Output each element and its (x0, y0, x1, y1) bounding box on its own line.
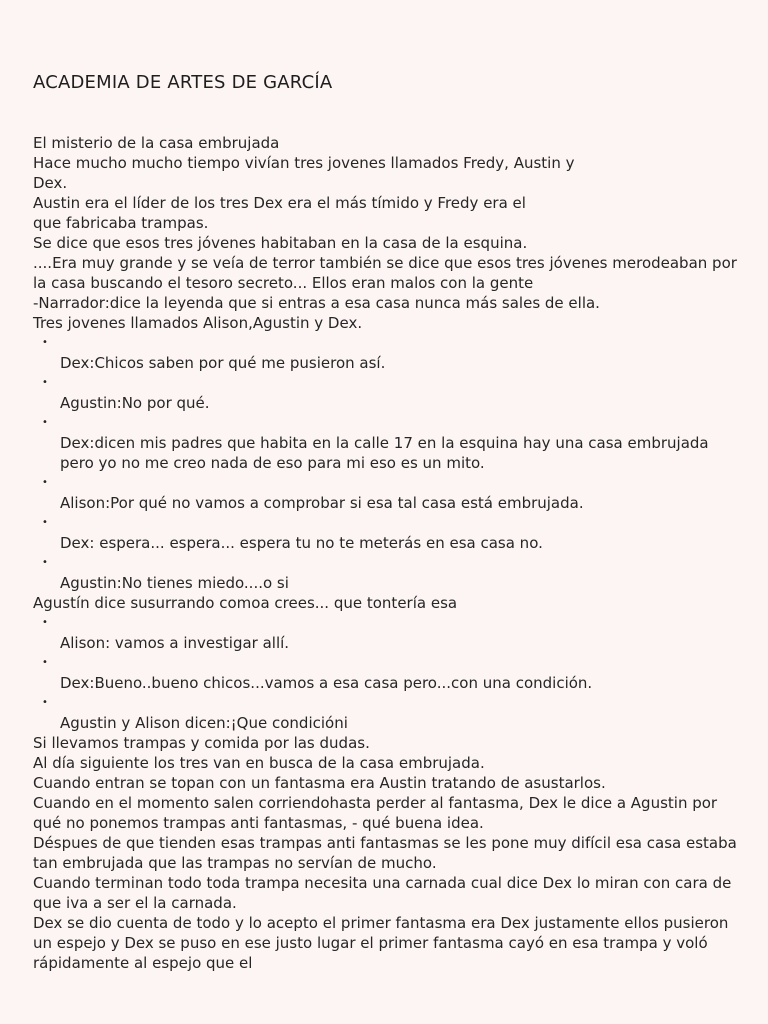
dialogue-text: Dex:dicen mis padres que habita en la calle 17 en la esquina hay una casa embrujada (60, 434, 709, 452)
text-line: Dex. (33, 174, 68, 192)
bullet-icon: • (42, 657, 48, 668)
dialogue-item (33, 553, 763, 593)
page-title: ACADEMIA DE ARTES DE GARCÍA (33, 72, 333, 93)
text-line: que fabricaba trampas. (33, 214, 209, 232)
text-line: un espejo y Dex se puso en ese justo lugar el primer fantasma cayó en esa trampa y voló (33, 934, 708, 952)
text-line: Austin era el líder de los tres Dex era el más tímido y Fredy era el (33, 194, 526, 212)
dialogue-text: Alison: vamos a investigar allí. (60, 634, 290, 652)
dialogue-text: Agustin:No tienes miedo....o si (60, 574, 289, 592)
dialogue-item (33, 513, 763, 553)
closing-paragraph (33, 733, 763, 973)
text-line: qué no ponemos trampas anti fantasmas, - qué buena idea. (33, 814, 484, 832)
text-line: Dex se dio cuenta de todo y lo acepto el primer fantasma era Dex justamente ellos pusieron (33, 914, 729, 932)
text-line: tan embrujada que las trampas no servían de mucho. (33, 854, 437, 872)
dialogue-list-b (33, 613, 763, 733)
bullet-icon: • (42, 557, 48, 568)
text-line: El misterio de la casa embrujada (33, 134, 280, 152)
text-line: que iva a ser el la carnada. (33, 894, 237, 912)
text-line: Cuando terminan todo toda trampa necesita una carnada cual dice Dex lo miran con cara de (33, 874, 732, 892)
dialogue-text: Dex:Chicos saben por qué me pusieron así. (60, 354, 386, 372)
text-line: Al día siguiente los tres van en busca de la casa embrujada. (33, 754, 485, 772)
bullet-icon: • (42, 417, 48, 428)
text-line: Si llevamos trampas y comida por las dudas. (33, 734, 370, 752)
dialogue-item (33, 333, 763, 373)
text-line: la casa buscando el tesoro secreto... Ellos eran malos con la gente (33, 274, 534, 292)
text-line: Déspues de que tienden esas trampas anti fantasmas se les pone muy difícil esa casa estaba (33, 834, 737, 852)
dialogue-item (33, 613, 763, 653)
text-line: Se dice que esos tres jóvenes habitaban en la casa de la esquina. (33, 234, 528, 252)
dialogue-text: Dex: espera... espera... espera tu no te meterás en esa casa no. (60, 534, 543, 552)
dialogue-item (33, 693, 763, 733)
intro-paragraph (33, 133, 763, 333)
dialogue-text: pero yo no me creo nada de eso para mi eso es un mito. (60, 454, 485, 472)
dialogue-list-a (33, 333, 763, 593)
bullet-icon: • (42, 697, 48, 708)
text-line: -Narrador:dice la leyenda que si entras a esa casa nunca más sales de ella. (33, 294, 600, 312)
bullet-icon: • (42, 477, 48, 488)
text-line: Hace mucho mucho tiempo vivían tres jovenes llamados Fredy, Austin y (33, 154, 575, 172)
bullet-icon: • (42, 517, 48, 528)
dialogue-item (33, 473, 763, 513)
story-body (33, 133, 763, 973)
dialogue-text: Agustin:No por qué. (60, 394, 210, 412)
text-line: rápidamente al espejo que el (33, 954, 253, 972)
dialogue-item (33, 413, 763, 473)
dialogue-text: Alison:Por qué no vamos a comprobar si esa tal casa está embrujada. (60, 494, 584, 512)
bullet-icon: • (42, 337, 48, 348)
bullet-icon: • (42, 377, 48, 388)
text-line: Cuando entran se topan con un fantasma era Austin tratando de asustarlos. (33, 774, 606, 792)
text-line: Tres jovenes llamados Alison,Agustin y Dex. (33, 314, 363, 332)
dialogue-item (33, 653, 763, 693)
bullet-icon: • (42, 617, 48, 628)
text-line: ....Era muy grande y se veía de terror también se dice que esos tres jóvenes merodeaban por (33, 254, 737, 272)
dialogue-item (33, 373, 763, 413)
dialogue-text: Dex:Bueno..bueno chicos...vamos a esa casa pero...con una condición. (60, 674, 593, 692)
text-line: Cuando en el momento salen corriendohasta perder al fantasma, Dex le dice a Agustin por (33, 794, 718, 812)
dialogue-text: Agustin y Alison dicen:¡Que condicióni (60, 714, 348, 732)
narration-line: Agustín dice susurrando comoa crees... que tontería esa (33, 594, 458, 612)
